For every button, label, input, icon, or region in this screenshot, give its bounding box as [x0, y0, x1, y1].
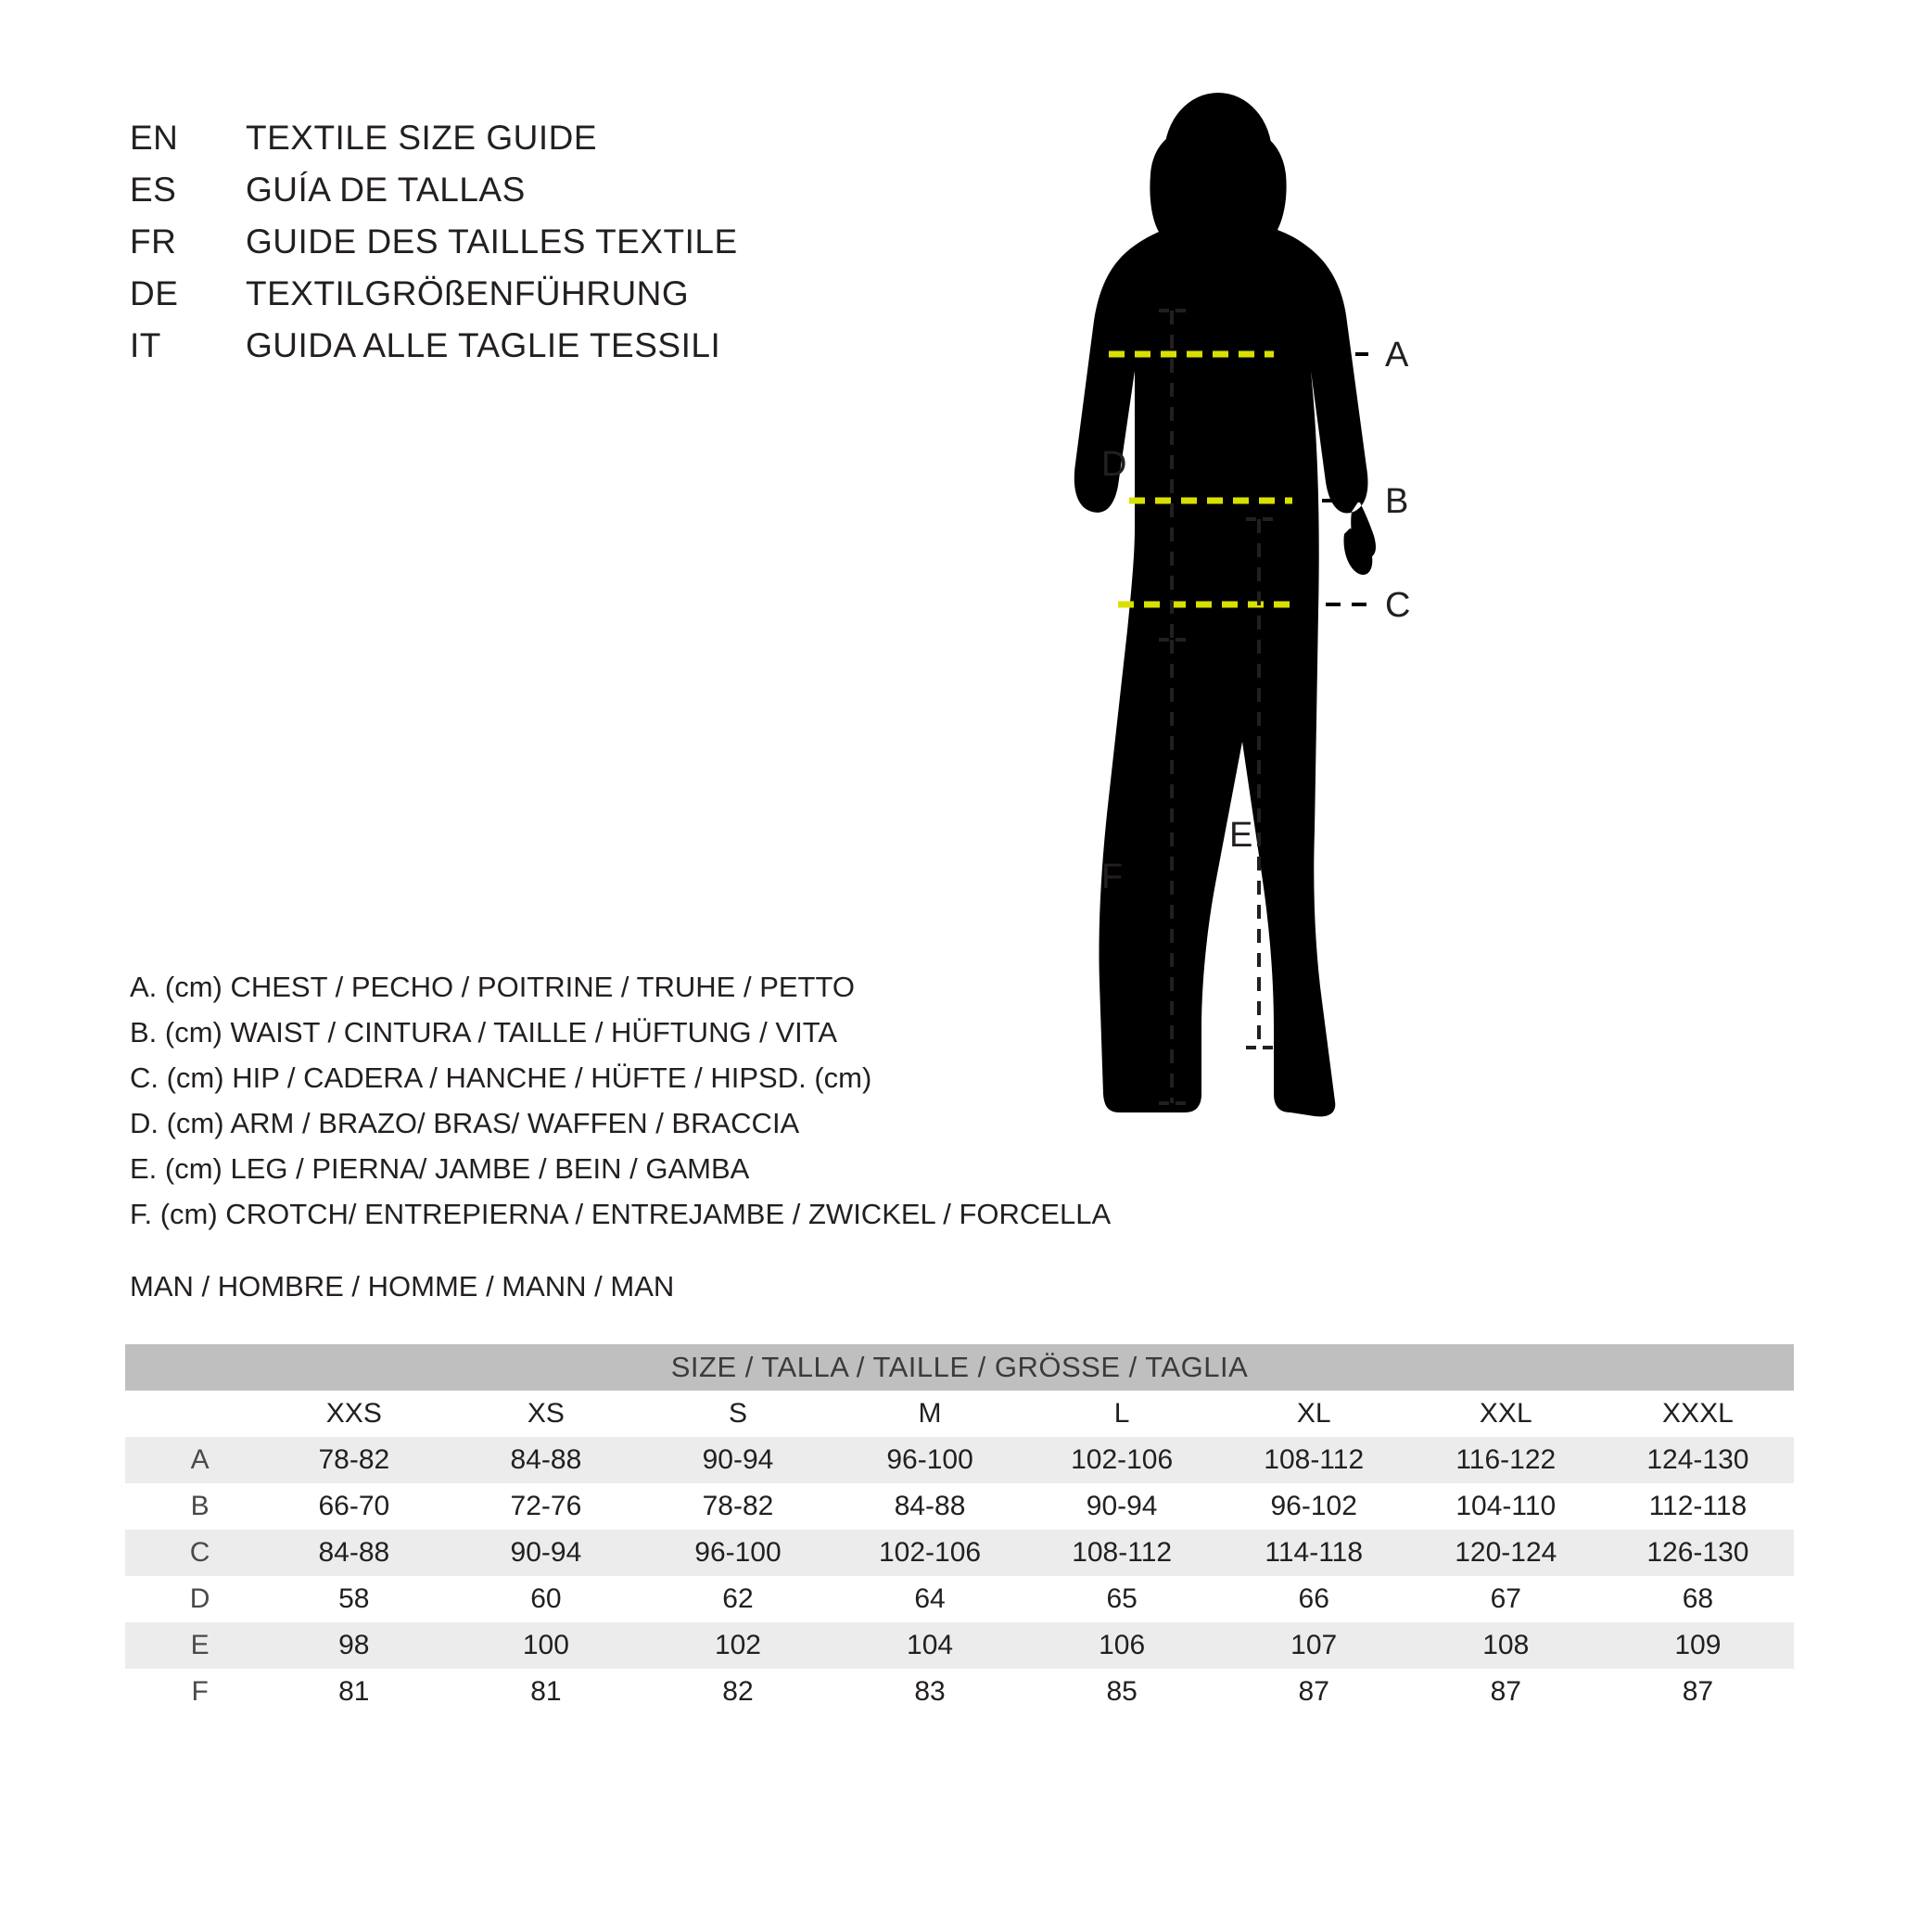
size-col-s: S [642, 1391, 833, 1437]
row-label-a: A [125, 1437, 258, 1483]
cell-b-xxxl: 112-118 [1602, 1483, 1794, 1530]
cell-d-l: 65 [1026, 1576, 1218, 1622]
cell-c-s: 96-100 [642, 1530, 833, 1576]
table-row [125, 1576, 1794, 1622]
dimension-lines [1020, 93, 1483, 1205]
cell-b-xxs: 66-70 [258, 1483, 450, 1530]
measurement-legend [130, 964, 1111, 1237]
size-col-xxl: XXL [1410, 1391, 1602, 1437]
title-block [130, 119, 738, 378]
label-a: A [1385, 336, 1409, 375]
cell-e-xxxl: 109 [1602, 1622, 1794, 1669]
title-text-en: TEXTILE SIZE GUIDE [246, 119, 598, 157]
row-label-e: E [125, 1622, 258, 1669]
title-lang-de: DE [130, 274, 179, 312]
cell-f-xxs: 81 [258, 1669, 450, 1715]
title-row [130, 222, 738, 274]
legend-item-c: C. (cm) HIP / CADERA / HANCHE / HÜFTE / HIPSD. (cm) [130, 1061, 872, 1094]
cell-c-xl: 114-118 [1218, 1530, 1410, 1576]
cell-d-xxl: 67 [1410, 1576, 1602, 1622]
cell-e-s: 102 [642, 1622, 833, 1669]
title-lang-es: ES [130, 171, 177, 209]
cell-c-xxxl: 126-130 [1602, 1530, 1794, 1576]
title-text-es: GUÍA DE TALLAS [246, 171, 526, 209]
size-col-xxxl: XXXL [1602, 1391, 1794, 1437]
label-d: D [1101, 445, 1127, 484]
cell-e-m: 104 [834, 1622, 1026, 1669]
cell-c-xxl: 120-124 [1410, 1530, 1602, 1576]
size-table [125, 1344, 1794, 1715]
cell-e-xxl: 108 [1410, 1622, 1602, 1669]
cell-d-xl: 66 [1218, 1576, 1410, 1622]
cell-a-xxxl: 124-130 [1602, 1437, 1794, 1483]
legend-item-d: D. (cm) ARM / BRAZO/ BRAS/ WAFFEN / BRACCIA [130, 1107, 800, 1139]
title-lang-en: EN [130, 119, 179, 157]
size-col-xl: XL [1218, 1391, 1410, 1437]
gender-note: MAN / HOMBRE / HOMME / MANN / MAN [130, 1270, 675, 1303]
title-row [130, 274, 738, 326]
cell-f-s: 82 [642, 1669, 833, 1715]
cell-f-xs: 81 [450, 1669, 642, 1715]
cell-a-l: 102-106 [1026, 1437, 1218, 1483]
cell-c-xs: 90-94 [450, 1530, 642, 1576]
title-row [130, 119, 738, 171]
size-col-l: L [1026, 1391, 1218, 1437]
title-lang-it: IT [130, 326, 161, 364]
cell-b-xs: 72-76 [450, 1483, 642, 1530]
cell-f-xxl: 87 [1410, 1669, 1602, 1715]
table-row [125, 1530, 1794, 1576]
cell-e-xs: 100 [450, 1622, 642, 1669]
cell-f-xxxl: 87 [1602, 1669, 1794, 1715]
title-row [130, 171, 738, 222]
label-e: E [1229, 816, 1253, 855]
label-c: C [1385, 586, 1411, 625]
legend-item-b: B. (cm) WAIST / CINTURA / TAILLE / HÜFTUNG / VITA [130, 1016, 838, 1049]
cell-f-l: 85 [1026, 1669, 1218, 1715]
table-size-row [125, 1391, 1794, 1437]
size-col-m: M [834, 1391, 1026, 1437]
cell-c-xxs: 84-88 [258, 1530, 450, 1576]
cell-f-m: 83 [834, 1669, 1026, 1715]
cell-a-xxl: 116-122 [1410, 1437, 1602, 1483]
row-label-empty [125, 1391, 258, 1437]
cell-e-l: 106 [1026, 1622, 1218, 1669]
cell-a-xxs: 78-82 [258, 1437, 450, 1483]
cell-d-xxxl: 68 [1602, 1576, 1794, 1622]
cell-c-l: 108-112 [1026, 1530, 1218, 1576]
cell-e-xl: 107 [1218, 1622, 1410, 1669]
table-row [125, 1437, 1794, 1483]
row-label-c: C [125, 1530, 258, 1576]
cell-a-m: 96-100 [834, 1437, 1026, 1483]
title-text-it: GUIDA ALLE TAGLIE TESSILI [246, 326, 721, 364]
table-row [125, 1669, 1794, 1715]
table-header-row [125, 1344, 1794, 1391]
row-label-f: F [125, 1669, 258, 1715]
size-table-wrap [125, 1344, 1794, 1715]
title-row [130, 326, 738, 378]
cell-d-m: 64 [834, 1576, 1026, 1622]
cell-b-s: 78-82 [642, 1483, 833, 1530]
title-text-de: TEXTILGRÖßENFÜHRUNG [246, 274, 690, 312]
row-label-b: B [125, 1483, 258, 1530]
legend-item-a: A. (cm) CHEST / PECHO / POITRINE / TRUHE / PETTO [130, 971, 855, 1003]
cell-b-xl: 96-102 [1218, 1483, 1410, 1530]
cell-d-xs: 60 [450, 1576, 642, 1622]
cell-b-xxl: 104-110 [1410, 1483, 1602, 1530]
size-col-xxs: XXS [258, 1391, 450, 1437]
title-text-fr: GUIDE DES TAILLES TEXTILE [246, 222, 738, 261]
label-f: F [1101, 858, 1124, 896]
cell-f-xl: 87 [1218, 1669, 1410, 1715]
legend-item-e: E. (cm) LEG / PIERNA/ JAMBE / BEIN / GAMBA [130, 1152, 750, 1185]
table-row [125, 1483, 1794, 1530]
size-col-xs: XS [450, 1391, 642, 1437]
table-header-label: SIZE / TALLA / TAILLE / GRÖSSE / TAGLIA [125, 1344, 1794, 1391]
row-label-d: D [125, 1576, 258, 1622]
cell-e-xxs: 98 [258, 1622, 450, 1669]
cell-c-m: 102-106 [834, 1530, 1026, 1576]
cell-b-l: 90-94 [1026, 1483, 1218, 1530]
cell-d-s: 62 [642, 1576, 833, 1622]
cell-a-xl: 108-112 [1218, 1437, 1410, 1483]
cell-a-s: 90-94 [642, 1437, 833, 1483]
legend-item-f: F. (cm) CROTCH/ ENTREPIERNA / ENTREJAMBE / ZWICKEL / FORCELLA [130, 1198, 1112, 1230]
cell-d-xxs: 58 [258, 1576, 450, 1622]
cell-b-m: 84-88 [834, 1483, 1026, 1530]
cell-a-xs: 84-88 [450, 1437, 642, 1483]
title-lang-fr: FR [130, 222, 177, 261]
table-row [125, 1622, 1794, 1669]
label-b: B [1385, 482, 1409, 521]
